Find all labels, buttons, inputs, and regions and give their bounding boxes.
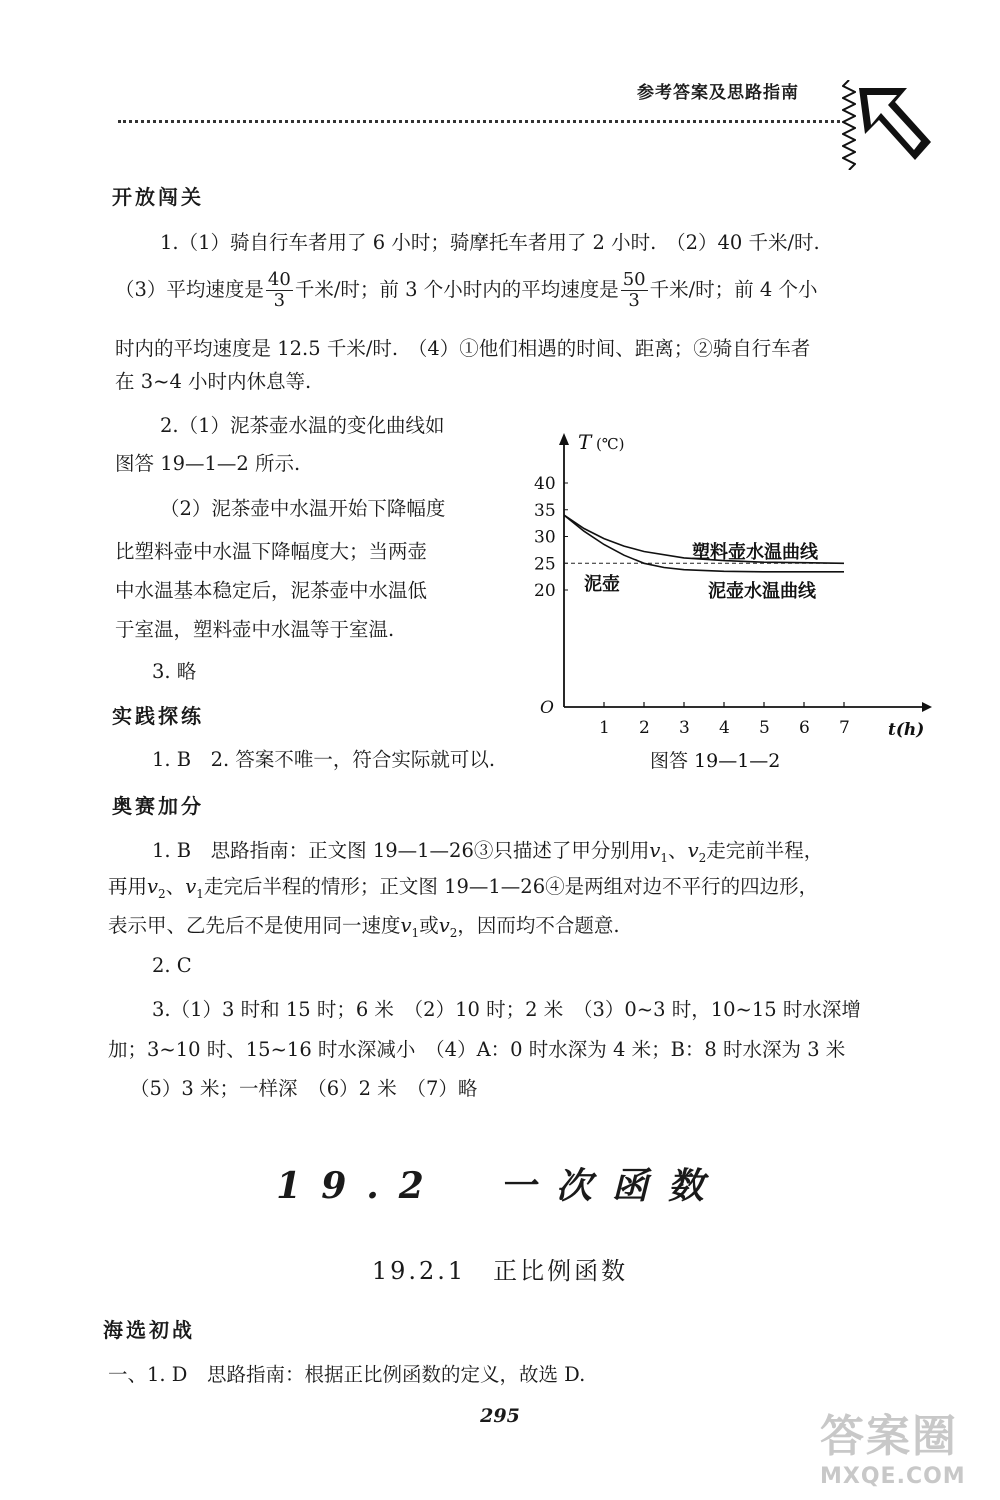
answer-line: 2. C (152, 954, 192, 977)
answer-line: 时内的平均速度是 12.5 千米/时. （4）①他们相遇的时间、距离；②骑自行车者 (115, 337, 811, 360)
fraction: $\frac{50}{3}$ (622, 269, 646, 311)
answer-line: 3.（1）3 时和 15 时；6 米 （2）10 时；2 米 （3）0~3 时，10~15 时水深增 (152, 998, 861, 1021)
origin-label: O (540, 698, 554, 718)
header-dotted-rule (118, 120, 840, 123)
fraction: $\frac{40}{3}$ (267, 269, 291, 311)
water-temperature-chart (520, 425, 940, 780)
section-title-preliminary: 海选初战 (103, 1318, 195, 1342)
clay-short-label: 泥壶 (584, 574, 620, 595)
answer-line: 再用$v_2$、$v_1$走完后半程的情形；正文图 19—1—26④是两组对边不平行的四边形， (108, 875, 819, 901)
x-axis-arrow (922, 702, 932, 712)
answer-line: 2.（1）泥茶壶水温的变化曲线如 (160, 414, 445, 437)
y-tick-label: 35 (534, 500, 556, 521)
answer-line: 在 3~4 小时内休息等. (115, 370, 312, 393)
section-title-open: 开放闯关 (112, 185, 204, 209)
answer-line: 图答 19—1—2 所示. (115, 452, 301, 475)
chart-caption: 图答 19—1—2 (650, 750, 781, 772)
y-axis-unit: (℃) (596, 435, 625, 453)
y-axis-label: T (578, 430, 592, 454)
answer-line: 1. B 2. 答案不唯一，符合实际就可以. (152, 748, 496, 771)
watermark-logo: 答案圈 (820, 1411, 958, 1462)
answer-line: 加；3~10 时、15~16 时水深减小 （4）A：0 时水深为 4 米；B：8 时水深为 3 米 (108, 1038, 846, 1061)
y-tick-label: 30 (534, 527, 556, 548)
plastic-curve-label: 塑料壶水温曲线 (692, 542, 818, 563)
x-tick-label: 4 (719, 718, 730, 738)
answer-line: 一、1. D 思路指南：根据正比例函数的定义，故选 D. (108, 1363, 586, 1386)
x-tick-label: 6 (799, 718, 810, 738)
zigzag-rule-icon (842, 80, 856, 170)
back-arrow-icon (855, 80, 935, 190)
answer-line: （2）泥茶壶中水温开始下降幅度 (160, 497, 446, 520)
answer-line: 中水温基本稳定后，泥茶壶中水温低 (115, 579, 428, 602)
page-number: 295 (480, 1405, 520, 1427)
answer-line: 1. B 思路指南：正文图 19—1—26③只描述了甲分别用$v_1$、$v_2$走完前半程， (152, 839, 824, 865)
answer-line: 于室温，塑料壶中水温等于室温. (115, 618, 395, 641)
x-axis-label: t(h) (888, 720, 925, 740)
answer-line: （3）平均速度是 $\frac{40}{3}$ 千米/时；前 3 个小时内的平均速度是 $\frac{50}{3}$ 千米/时；前 4 个小 (115, 269, 818, 311)
watermark (820, 1400, 990, 1490)
x-tick-label: 2 (639, 718, 650, 738)
y-axis-arrow (559, 433, 569, 445)
y-tick-label: 25 (534, 554, 556, 575)
answer-line: 1.（1）骑自行车者用了 6 小时；骑摩托车者用了 2 小时. （2）40 千米/时. (160, 231, 820, 254)
x-tick-label: 1 (599, 718, 610, 738)
answer-line: （5）3 米；一样深 （6）2 米 （7）略 (130, 1077, 478, 1100)
header-title: 参考答案及思路指南 (637, 83, 799, 103)
y-tick-label: 20 (534, 581, 556, 601)
x-tick-label: 3 (679, 718, 690, 738)
watermark-url: MXQE.COM (820, 1464, 966, 1489)
x-tick-label: 5 (759, 718, 770, 738)
section-title-practice: 实践探练 (112, 704, 204, 728)
y-tick-label: 40 (534, 474, 556, 494)
answer-line: 表示甲、乙先后不是使用同一速度$v_1$或$v_2$，因而均不合题意. (108, 914, 620, 940)
x-tick-label: 7 (839, 718, 850, 738)
clay-curve-label: 泥壶水温曲线 (708, 581, 816, 602)
subchapter-title: 19.2.1 正比例函数 (371, 1257, 629, 1285)
chapter-title: 19.2 一次函数 (276, 1165, 724, 1207)
section-title-olympiad: 奥赛加分 (112, 794, 204, 818)
answer-line: 3. 略 (152, 660, 197, 683)
answer-line: 比塑料壶中水温下降幅度大；当两壶 (115, 540, 428, 563)
